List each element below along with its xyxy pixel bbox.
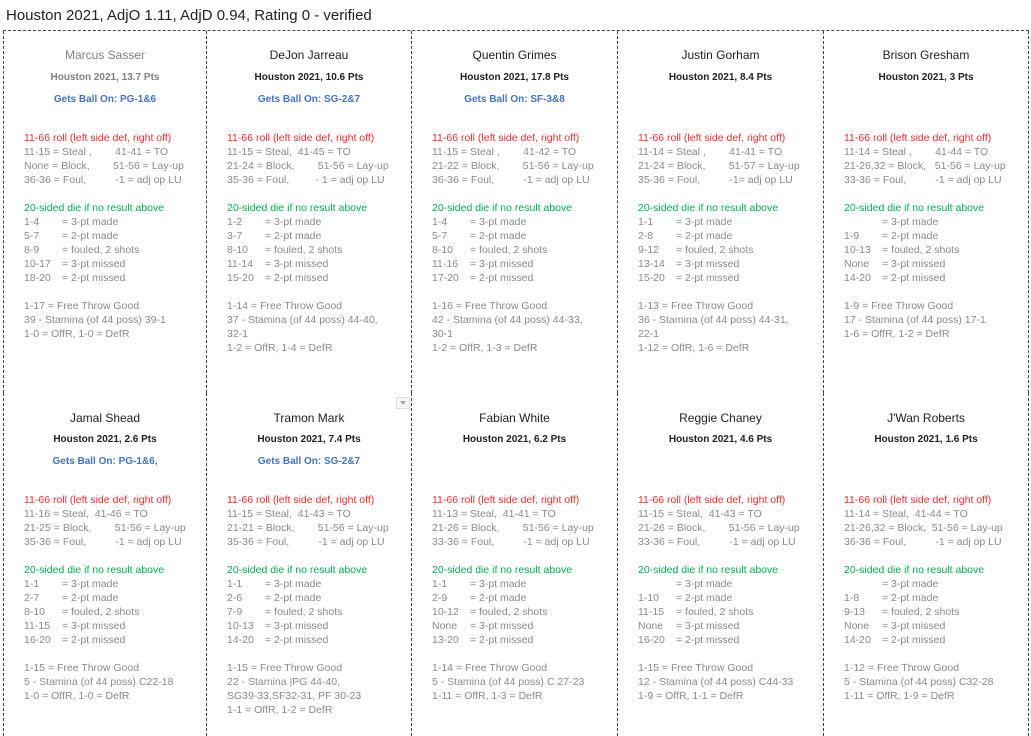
die-line (227, 591, 389, 605)
extra-line: 22 - Stamina |PG 44-40, (227, 676, 341, 688)
extra-line: 32-1 (227, 328, 249, 340)
die-header: 20-sided die if no result above (24, 202, 165, 214)
die-range: 2-9 (432, 592, 448, 604)
roll-header: 11-66 roll (left side def, right off) (844, 132, 992, 144)
die-range: 3-7 (227, 230, 243, 242)
player-card-grid (3, 30, 1029, 736)
die-line (638, 577, 800, 591)
die-result: = 2-pt made (676, 592, 733, 604)
die-result: = 3-pt missed (676, 258, 740, 270)
gets-ball-on: Gets Ball On: SF-3&8 (464, 94, 565, 105)
player-name: Marcus Sasser (64, 48, 146, 62)
die-range: 1-1 (638, 216, 654, 228)
spacer (432, 187, 594, 201)
spacer (844, 549, 1003, 563)
die-result: = fouled, 2 shots (62, 606, 140, 618)
die-range: 1-1 (24, 578, 40, 590)
die-header: 20-sided die if no result above (24, 564, 165, 576)
die-range: 1-1 (432, 578, 448, 590)
die-line (432, 619, 594, 633)
die-range: 11-16 (432, 258, 459, 270)
player-name: Tramon Mark (273, 411, 345, 425)
die-line (24, 271, 184, 285)
spacer (432, 647, 594, 661)
die-result: = 2-pt missed (882, 634, 946, 646)
die-result: = 3-pt made (676, 216, 733, 228)
die-header: 20-sided die if no result above (638, 564, 779, 576)
extra-line: 1-15 = Free Throw Good (638, 662, 754, 674)
roll-line: 36-36 = Foul, -1 = adj op LU (24, 174, 182, 186)
die-range: 8-9 (24, 244, 40, 256)
die-range: 2-6 (227, 592, 243, 604)
gets-ball-on: Gets Ball On: PG-1&6, (52, 456, 158, 467)
roll-header: 11-66 roll (left side def, right off) (24, 132, 172, 144)
player-team-points: Houston 2021, 10.6 Pts (254, 72, 364, 83)
die-line (432, 577, 594, 591)
die-line (227, 215, 389, 229)
spacer (638, 647, 800, 661)
extra-line: 1-12 = Free Throw Good (844, 662, 960, 674)
die-line (638, 243, 800, 257)
roll-line: 35-36 = Foul, -1 = adj op LU (227, 536, 385, 548)
roll-line: 33-36 = Foul, -1 = adj op LU (638, 536, 796, 548)
roll-line: 11-15 = Steal , 41-42 = TO (432, 146, 577, 158)
die-line (638, 271, 800, 285)
gets-ball-on: Gets Ball On: PG-1&6 (53, 94, 157, 105)
die-header: 20-sided die if no result above (432, 564, 573, 576)
roll-line: 11-14 = Steal , 41-44 = TO (844, 146, 989, 158)
spacer (638, 187, 800, 201)
roll-header: 11-66 roll (left side def, right off) (638, 494, 786, 506)
die-line (844, 257, 1006, 271)
roll-line: 36-36 = Foul, -1 = adj op LU (844, 536, 1002, 548)
roll-line: 11-15 = Steal , 41-41 = TO (24, 146, 169, 158)
die-range: 1-4 (24, 216, 40, 228)
extra-line: 39 - Stamina (of 44 poss) 39-1 (24, 314, 166, 326)
die-result: = 2-pt made (265, 592, 322, 604)
extra-line: 1-2 = OffR, 1-3 = DefR (432, 342, 538, 354)
roll-header: 11-66 roll (left side def, right off) (432, 132, 580, 144)
die-result: = 2-pt made (62, 230, 119, 242)
player-team-points: Houston 2021, 7.4 Pts (257, 434, 361, 445)
die-range: 1-9 (844, 230, 860, 242)
die-line (844, 229, 1006, 243)
die-line (227, 271, 389, 285)
spacer (844, 647, 1003, 661)
die-range: 11-14 (227, 258, 254, 270)
extra-line: SG39-33,SF32-31, PF 30-23 (227, 690, 362, 702)
player-card (823, 31, 1029, 393)
extra-line: 1-6 = OffR, 1-2 = DefR (844, 328, 950, 340)
roll-line: 33-36 = Foul, -1 = adj op LU (432, 536, 590, 548)
die-line (24, 577, 186, 591)
player-name: J'Wan Roberts (887, 411, 965, 425)
roll-header: 11-66 roll (left side def, right off) (24, 494, 172, 506)
spacer (227, 549, 389, 563)
player-name: Fabian White (479, 411, 550, 425)
card-stats (227, 493, 389, 717)
die-range: 18-20 (24, 272, 51, 284)
die-range: None (844, 258, 870, 270)
spacer (432, 285, 594, 299)
die-line (227, 633, 389, 647)
die-range: 5-7 (24, 230, 40, 242)
die-range: 1-1 (227, 578, 243, 590)
die-result: = 2-pt missed (676, 272, 740, 284)
die-result: = fouled, 2 shots (470, 606, 548, 618)
extra-line: 1-14 = Free Throw Good (227, 300, 343, 312)
card-stats (432, 493, 594, 703)
die-line (432, 591, 594, 605)
spacer (638, 549, 800, 563)
die-range: 9-13 (844, 606, 866, 618)
die-line (24, 215, 184, 229)
die-result: = 3-pt made (882, 578, 939, 590)
die-line (24, 605, 186, 619)
roll-line: 33-36 = Foul, -1 = adj op LU (844, 174, 1002, 186)
sheet-title: Houston 2021, AdjO 1.11, AdjD 0.94, Rating 0 - verified (6, 7, 372, 24)
die-line (227, 229, 389, 243)
die-range: 7-9 (227, 606, 243, 618)
die-range: 5-7 (432, 230, 448, 242)
roll-header: 11-66 roll (left side def, right off) (638, 132, 786, 144)
die-result: = fouled, 2 shots (676, 244, 754, 256)
player-card (3, 393, 206, 736)
roll-header: 11-66 roll (left side def, right off) (227, 494, 375, 506)
die-line (844, 243, 1006, 257)
extra-line: 1-15 = Free Throw Good (24, 662, 140, 674)
spacer (227, 187, 389, 201)
die-line (432, 633, 594, 647)
extra-line: 1-9 = Free Throw Good (844, 300, 954, 312)
die-range: None (638, 620, 664, 632)
extra-line: 1-0 = OffR, 1-0 = DefR (24, 690, 130, 702)
die-line (432, 605, 594, 619)
die-range: 15-20 (227, 272, 254, 284)
die-line (638, 633, 800, 647)
die-result: = 3-pt made (470, 578, 527, 590)
die-result: = 2-pt missed (265, 272, 329, 284)
dropdown-arrow-icon[interactable] (396, 397, 410, 409)
gets-ball-on: Gets Ball On: SG-2&7 (257, 456, 361, 467)
player-team-points: Houston 2021, 6.2 Pts (462, 434, 567, 445)
die-result: = fouled, 2 shots (62, 244, 140, 256)
die-result: = 2-pt missed (470, 634, 534, 646)
die-result: = 2-pt made (470, 230, 527, 242)
die-range: 10-17 (24, 258, 51, 270)
die-range: 10-12 (432, 606, 459, 618)
player-team-points: Houston 2021, 1.6 Pts (874, 434, 978, 445)
roll-line: 21-25 = Block, 51-56 = Lay-up (24, 522, 186, 534)
die-range: None (844, 620, 870, 632)
roll-header: 11-66 roll (left side def, right off) (432, 494, 580, 506)
roll-line: None = Block, 51-56 = Lay-up (24, 160, 184, 172)
die-result: = 3-pt made (265, 578, 322, 590)
die-result: = 3-pt missed (265, 258, 329, 270)
player-name: DeJon Jarreau (269, 48, 349, 62)
spacer (844, 187, 1006, 201)
spacer (227, 647, 389, 661)
card-stats (638, 131, 800, 355)
player-card (206, 31, 411, 393)
die-result: = 2-pt made (62, 592, 119, 604)
roll-line: 36-36 = Foul, -1 = adj op LU (432, 174, 590, 186)
extra-line: 5 - Stamina (of 44 poss) C22-18 (24, 676, 174, 688)
roll-line: 21-24 = Block, 51-56 = Lay-up (227, 160, 389, 172)
player-name: Reggie Chaney (679, 411, 762, 425)
roll-line: 21-21 = Block, 51-56 = Lay-up (227, 522, 389, 534)
extra-line: 1-12 = OffR, 1-6 = DefR (638, 342, 750, 354)
spacer (24, 187, 184, 201)
roll-line: 35-36 = Foul, -1 = adj op LU (24, 536, 182, 548)
die-line (227, 619, 389, 633)
extra-line: 22-1 (638, 328, 660, 340)
die-result: = fouled, 2 shots (470, 244, 548, 256)
player-name: Jamal Shead (69, 411, 141, 425)
die-result: = 2-pt missed (882, 272, 946, 284)
spacer (432, 549, 594, 563)
player-name: Brison Gresham (882, 48, 970, 62)
die-line (227, 605, 389, 619)
player-name: Justin Gorham (681, 48, 760, 62)
die-result: = 3-pt made (62, 216, 119, 228)
player-team-points: Houston 2021, 13.7 Pts (50, 72, 160, 83)
card-stats (432, 131, 594, 355)
roll-line: 21-26,32 = Block, 51-56 = Lay-up (844, 522, 1003, 534)
die-result: = 3-pt made (265, 216, 322, 228)
die-line (227, 257, 389, 271)
player-team-points: Houston 2021, 4.6 Pts (668, 434, 773, 445)
die-result: = 2-pt made (676, 230, 733, 242)
die-range: 10-13 (844, 244, 871, 256)
die-line (432, 229, 594, 243)
die-range: 8-10 (227, 244, 249, 256)
extra-line: 1-9 = OffR, 1-1 = DefR (638, 690, 744, 702)
die-range: 2-8 (638, 230, 654, 242)
roll-header: 11-66 roll (left side def, right off) (844, 494, 992, 506)
die-range: 14-20 (844, 272, 871, 284)
die-result: = 2-pt missed (676, 634, 740, 646)
extra-line: 1-11 = OffR, 1-9 = DefR (844, 690, 955, 702)
card-stats (844, 493, 1003, 703)
extra-line: 1-0 = OffR, 1-0 = DefR (24, 328, 130, 340)
die-line (844, 577, 1003, 591)
roll-line: 11-14 = Steal , 41-41 = TO (638, 146, 783, 158)
spacer (24, 285, 184, 299)
die-line (638, 215, 800, 229)
die-range: 1-2 (227, 216, 243, 228)
extra-line: 1-11 = OffR, 1-3 = DefR (432, 690, 543, 702)
die-range: None (432, 620, 458, 632)
die-range: 2-7 (24, 592, 40, 604)
die-line (844, 633, 1003, 647)
die-result: = 3-pt missed (882, 258, 946, 270)
card-stats (227, 131, 389, 355)
player-card (3, 31, 206, 393)
die-range: 17-20 (432, 272, 459, 284)
die-range: 14-20 (844, 634, 871, 646)
die-result: = 2-pt made (882, 592, 939, 604)
die-result: = 3-pt missed (470, 258, 534, 270)
roll-header: 11-66 roll (left side def, right off) (227, 132, 375, 144)
player-name: Quentin Grimes (472, 48, 557, 62)
card-stats (844, 131, 1006, 341)
die-result: = 3-pt missed (62, 258, 126, 270)
die-header: 20-sided die if no result above (638, 202, 779, 214)
spacer (24, 549, 186, 563)
die-line (844, 605, 1003, 619)
die-range: 13-14 (638, 258, 665, 270)
die-range: 1-4 (432, 216, 448, 228)
die-line (844, 215, 1006, 229)
player-team-points: Houston 2021, 17.8 Pts (460, 72, 569, 83)
die-result: = fouled, 2 shots (265, 244, 343, 256)
roll-line: 35-36 = Foul, - 1 = adj op LU (227, 174, 385, 186)
die-range: 11-15 (24, 620, 51, 632)
die-range: 8-10 (24, 606, 46, 618)
die-header: 20-sided die if no result above (227, 564, 368, 576)
roll-line: 21-26,32 = Block, 51-56 = Lay-up (844, 160, 1006, 172)
spacer (24, 647, 186, 661)
die-range: 11-15 (638, 606, 665, 618)
die-result: = fouled, 2 shots (882, 606, 960, 618)
player-team-points: Houston 2021, 3 Pts (878, 72, 974, 83)
die-line (227, 243, 389, 257)
extra-line: 17 - Stamina (of 44 poss) 17-1 (844, 314, 986, 326)
extra-line: 1-13 = Free Throw Good (638, 300, 754, 312)
gets-ball-on: Gets Ball On: SG-2&7 (257, 94, 361, 105)
player-card (206, 393, 411, 736)
spacer (844, 285, 1006, 299)
player-card (411, 393, 617, 736)
roll-line: 11-15 = Steal, 41-43 = TO (227, 508, 351, 520)
die-line (638, 605, 800, 619)
player-card (823, 393, 1029, 736)
roll-line: 11-15 = Steal, 41-43 = TO (638, 508, 762, 520)
roll-line: 35-36 = Foul, -1= adj op LU (638, 174, 793, 186)
die-line (24, 619, 186, 633)
die-line (24, 591, 186, 605)
die-line (24, 229, 184, 243)
die-range: 14-20 (227, 634, 254, 646)
extra-line: 5 - Stamina (of 44 poss) C 27-23 (432, 676, 585, 688)
die-result: = 3-pt made (882, 216, 939, 228)
die-range: 13-20 (432, 634, 459, 646)
roll-line: 11-16 = Steal, 41-46 = TO (24, 508, 148, 520)
die-range: 16-20 (24, 634, 51, 646)
die-result: = 2-pt made (882, 230, 939, 242)
die-result: = 2-pt missed (62, 272, 126, 284)
die-result: = 2-pt missed (62, 634, 126, 646)
die-result: = 2-pt made (470, 592, 527, 604)
die-line (432, 257, 594, 271)
die-line (24, 633, 186, 647)
spacer (638, 285, 800, 299)
die-result: = 3-pt missed (62, 620, 126, 632)
die-line (227, 577, 389, 591)
roll-line: 11-13 = Steal, 41-41 = TO (432, 508, 556, 520)
player-team-points: Houston 2021, 8.4 Pts (668, 72, 773, 83)
die-line (844, 619, 1003, 633)
die-result: = fouled, 2 shots (676, 606, 754, 618)
die-line (638, 257, 800, 271)
die-result: = 2-pt missed (470, 272, 534, 284)
die-result: = 3-pt made (676, 578, 733, 590)
die-result: = 3-pt missed (265, 620, 329, 632)
die-line (432, 271, 594, 285)
die-header: 20-sided die if no result above (227, 202, 368, 214)
roll-line: 11-14 = Steal, 41-44 = TO (844, 508, 968, 520)
spacer (227, 285, 389, 299)
die-result: = 2-pt made (265, 230, 322, 242)
extra-line: 1-2 = OffR, 1-4 = DefR (227, 342, 333, 354)
die-result: = 3-pt made (470, 216, 527, 228)
die-range: 16-20 (638, 634, 665, 646)
card-stats (24, 493, 186, 703)
card-stats (24, 131, 184, 341)
extra-line: 12 - Stamina (of 44 poss) C44-33 (638, 676, 794, 688)
player-card (617, 393, 823, 736)
player-team-points: Houston 2021, 2.6 Pts (53, 434, 157, 445)
roll-line: 21-26 = Block, 51-56 = Lay-up (432, 522, 594, 534)
die-range: 8-10 (432, 244, 454, 256)
die-line (432, 243, 594, 257)
extra-line: 36 - Stamina (of 44 poss) 44-31, (638, 314, 789, 326)
extra-line: 5 - Stamina (of 44 poss) C32-28 (844, 676, 994, 688)
extra-line: 42 - Stamina (of 44 poss) 44-33, (432, 314, 583, 326)
die-header: 20-sided die if no result above (432, 202, 573, 214)
player-card (411, 31, 617, 393)
extra-line: 37 - Stamina (of 44 poss) 44-40, (227, 314, 378, 326)
die-range: 15-20 (638, 272, 665, 284)
die-range: 9-12 (638, 244, 660, 256)
die-range: 1-8 (844, 592, 860, 604)
die-line (844, 271, 1006, 285)
die-range: 1-10 (638, 592, 660, 604)
die-result: = fouled, 2 shots (265, 606, 343, 618)
die-line (638, 619, 800, 633)
die-result: = 2-pt missed (265, 634, 329, 646)
die-line (638, 591, 800, 605)
extra-line: 30-1 (432, 328, 454, 340)
die-line (432, 215, 594, 229)
card-stats (638, 493, 800, 703)
roll-line: 21-26 = Block, 51-56 = Lay-up (638, 522, 800, 534)
roll-line: 21-24 = Block, 51-57 = Lay-up (638, 160, 800, 172)
roll-line: 21-22 = Block, 51-56 = Lay-up (432, 160, 594, 172)
die-line (638, 229, 800, 243)
die-line (24, 243, 184, 257)
die-result: = fouled, 2 shots (882, 244, 960, 256)
die-result: = 3-pt missed (676, 620, 740, 632)
extra-line: 1-16 = Free Throw Good (432, 300, 548, 312)
die-range: 10-13 (227, 620, 254, 632)
die-result: = 3-pt made (62, 578, 119, 590)
roll-line: 11-15 = Steal, 41-45 = TO (227, 146, 351, 158)
die-line (844, 591, 1003, 605)
die-header: 20-sided die if no result above (844, 564, 985, 576)
player-card (617, 31, 823, 393)
die-header: 20-sided die if no result above (844, 202, 985, 214)
extra-line: 1-14 = Free Throw Good (432, 662, 548, 674)
die-line (24, 257, 184, 271)
die-result: = 3-pt missed (882, 620, 946, 632)
extra-line: 1-15 = Free Throw Good (227, 662, 343, 674)
extra-line: 1-17 = Free Throw Good (24, 300, 140, 312)
die-result: = 3-pt missed (470, 620, 534, 632)
extra-line: 1-1 = OffR, 1-2 = DefR (227, 704, 333, 716)
